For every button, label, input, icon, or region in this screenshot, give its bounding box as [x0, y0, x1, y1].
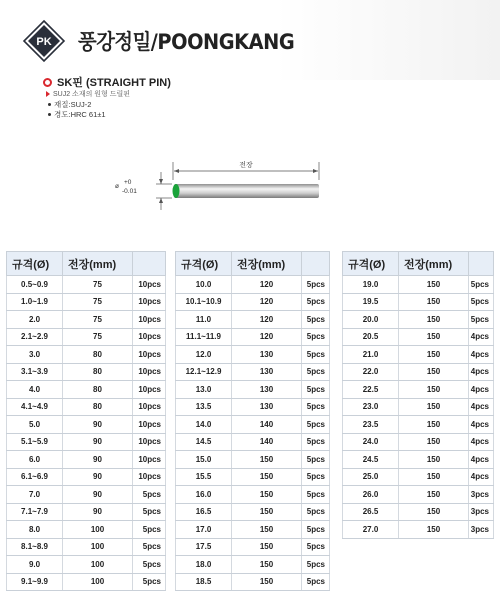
cell-length: 150	[399, 328, 469, 346]
table-row	[176, 416, 330, 434]
cell-spec: 13.5	[176, 398, 232, 416]
cell-length: 150	[232, 503, 302, 521]
cell-length: 150	[399, 381, 469, 399]
cell-qty: 4pcs	[469, 346, 494, 364]
table-row	[343, 311, 494, 329]
cell-qty: 4pcs	[469, 451, 494, 469]
cell-spec: 18.0	[176, 556, 232, 574]
cell-length: 150	[399, 503, 469, 521]
cell-qty: 5pcs	[302, 346, 330, 364]
cell-length: 150	[399, 363, 469, 381]
table-row	[343, 486, 494, 504]
table-row	[176, 398, 330, 416]
table-row	[7, 468, 166, 486]
cell-qty: 4pcs	[469, 416, 494, 434]
table-row	[7, 573, 166, 591]
header-qty	[133, 252, 166, 276]
cell-qty: 5pcs	[302, 521, 330, 539]
cell-spec: 16.5	[176, 503, 232, 521]
cell-qty: 5pcs	[302, 276, 330, 294]
cell-qty: 3pcs	[469, 503, 494, 521]
cell-qty: 5pcs	[469, 311, 494, 329]
cell-spec: 25.0	[343, 468, 399, 486]
table-row	[343, 346, 494, 364]
table-row	[7, 381, 166, 399]
cell-length: 150	[399, 293, 469, 311]
cell-length: 150	[399, 398, 469, 416]
spec-material-text: 재질:SUJ-2	[54, 100, 92, 109]
cell-spec: 4.0	[7, 381, 63, 399]
cell-length: 150	[232, 556, 302, 574]
cell-qty: 10pcs	[133, 363, 166, 381]
cell-qty: 4pcs	[469, 381, 494, 399]
cell-qty: 10pcs	[133, 328, 166, 346]
spec-table-1	[6, 251, 166, 591]
cell-spec: 8.0	[7, 521, 63, 539]
cell-qty: 5pcs	[302, 433, 330, 451]
cell-spec: 3.0	[7, 346, 63, 364]
cell-length: 150	[399, 433, 469, 451]
cell-length: 150	[399, 416, 469, 434]
table-row	[176, 328, 330, 346]
product-description-text: SUJ2 소재의 원형 드릴핀	[53, 91, 131, 98]
cell-spec: 8.1~8.9	[7, 538, 63, 556]
cell-length: 90	[63, 486, 133, 504]
cell-spec: 2.1~2.9	[7, 328, 63, 346]
cell-qty: 5pcs	[302, 503, 330, 521]
table-row	[343, 363, 494, 381]
cell-spec: 7.0	[7, 486, 63, 504]
table-row	[343, 503, 494, 521]
table-row	[343, 433, 494, 451]
table-header-row	[343, 252, 494, 276]
tolerance-minus: -0.01	[122, 188, 137, 195]
cell-length: 130	[232, 346, 302, 364]
table-row	[176, 556, 330, 574]
cell-spec: 9.0	[7, 556, 63, 574]
cell-qty: 5pcs	[133, 521, 166, 539]
pin-body	[174, 184, 319, 198]
cell-length: 90	[63, 503, 133, 521]
spec-hardness-text: 경도:HRC 61±1	[54, 110, 106, 119]
cell-spec: 15.0	[176, 451, 232, 469]
cell-spec: 23.0	[343, 398, 399, 416]
cell-length: 140	[232, 416, 302, 434]
table-row	[343, 521, 494, 539]
cell-spec: 23.5	[343, 416, 399, 434]
header-length: 전장(mm)	[232, 252, 302, 276]
table-row	[7, 521, 166, 539]
table-row	[7, 538, 166, 556]
cell-length: 90	[63, 433, 133, 451]
cell-length: 90	[63, 451, 133, 469]
cell-length: 120	[232, 276, 302, 294]
cell-length: 100	[63, 573, 133, 591]
cell-spec: 11.1~11.9	[176, 328, 232, 346]
cell-spec: 17.0	[176, 521, 232, 539]
cell-qty: 5pcs	[302, 416, 330, 434]
header-qty	[469, 252, 494, 276]
cell-qty: 10pcs	[133, 451, 166, 469]
table-header-row	[7, 252, 166, 276]
table-header-row	[176, 252, 330, 276]
cell-qty: 5pcs	[302, 311, 330, 329]
cell-spec: 7.1~7.9	[7, 503, 63, 521]
cell-qty: 5pcs	[302, 293, 330, 311]
cell-length: 75	[63, 311, 133, 329]
table-row	[176, 468, 330, 486]
diameter-symbol: ø	[115, 183, 119, 190]
cell-length: 100	[63, 538, 133, 556]
table-row	[7, 486, 166, 504]
cell-qty: 10pcs	[133, 468, 166, 486]
table-row	[7, 363, 166, 381]
table-row	[7, 416, 166, 434]
cell-spec: 16.0	[176, 486, 232, 504]
cell-length: 90	[63, 468, 133, 486]
cell-spec: 5.1~5.9	[7, 433, 63, 451]
cell-qty: 5pcs	[133, 503, 166, 521]
dot-bullet-icon	[48, 103, 51, 106]
table-row	[176, 486, 330, 504]
table-row	[343, 293, 494, 311]
cell-spec: 6.0	[7, 451, 63, 469]
cell-length: 90	[63, 416, 133, 434]
cell-spec: 14.0	[176, 416, 232, 434]
header-spec: 규격(Ø)	[343, 252, 399, 276]
table-row	[343, 416, 494, 434]
cell-qty: 5pcs	[469, 276, 494, 294]
table-row	[176, 538, 330, 556]
product-title	[43, 74, 171, 90]
ring-bullet-icon	[43, 78, 52, 87]
cell-spec: 26.0	[343, 486, 399, 504]
dot-bullet-icon	[48, 113, 51, 116]
cell-length: 150	[232, 451, 302, 469]
spec-table-3	[342, 251, 494, 539]
cell-qty: 5pcs	[302, 451, 330, 469]
cell-qty: 4pcs	[469, 363, 494, 381]
cell-spec: 20.5	[343, 328, 399, 346]
table-row	[7, 556, 166, 574]
cell-length: 120	[232, 311, 302, 329]
cell-qty: 10pcs	[133, 381, 166, 399]
cell-length: 150	[399, 311, 469, 329]
cell-spec: 6.1~6.9	[7, 468, 63, 486]
product-title-text: SK핀 (STRAIGHT PIN)	[57, 77, 171, 89]
cell-spec: 22.0	[343, 363, 399, 381]
cell-length: 100	[63, 556, 133, 574]
arrow-left-icon	[174, 169, 179, 173]
cell-qty: 10pcs	[133, 416, 166, 434]
cell-spec: 19.0	[343, 276, 399, 294]
table-row	[176, 293, 330, 311]
table-row	[343, 328, 494, 346]
length-label: 전장	[239, 162, 253, 169]
cell-length: 150	[399, 521, 469, 539]
cell-length: 150	[232, 521, 302, 539]
cell-length: 150	[399, 276, 469, 294]
pin-diagram	[110, 150, 340, 220]
logo-text: PK	[36, 36, 52, 48]
cell-spec: 5.0	[7, 416, 63, 434]
brand-name: 풍강정밀/POONGKANG	[78, 30, 295, 54]
cell-spec: 12.1~12.9	[176, 363, 232, 381]
table-row	[7, 433, 166, 451]
cell-spec: 3.1~3.9	[7, 363, 63, 381]
tolerance-plus: +0	[124, 179, 132, 186]
cell-spec: 26.5	[343, 503, 399, 521]
table-row	[343, 451, 494, 469]
cell-length: 150	[232, 573, 302, 591]
cell-spec: 14.5	[176, 433, 232, 451]
cell-qty: 5pcs	[302, 328, 330, 346]
cell-qty: 5pcs	[469, 293, 494, 311]
cell-qty: 10pcs	[133, 433, 166, 451]
table-row	[343, 381, 494, 399]
table-row	[7, 398, 166, 416]
cell-spec: 10.1~10.9	[176, 293, 232, 311]
spec-hardness	[48, 109, 106, 120]
spec-table-2	[175, 251, 330, 591]
table-row	[7, 311, 166, 329]
table-row	[176, 346, 330, 364]
table-row	[176, 381, 330, 399]
cell-length: 150	[399, 451, 469, 469]
cell-spec: 2.0	[7, 311, 63, 329]
cell-qty: 5pcs	[302, 556, 330, 574]
arrow-down-icon	[159, 179, 163, 184]
cell-qty: 5pcs	[133, 538, 166, 556]
cell-length: 150	[399, 486, 469, 504]
cell-spec: 19.5	[343, 293, 399, 311]
cell-qty: 4pcs	[469, 433, 494, 451]
table-row	[176, 503, 330, 521]
page-header	[0, 0, 500, 80]
cell-length: 150	[232, 486, 302, 504]
cell-spec: 20.0	[343, 311, 399, 329]
cell-spec: 13.0	[176, 381, 232, 399]
cell-qty: 4pcs	[469, 328, 494, 346]
table-row	[7, 328, 166, 346]
cell-qty: 5pcs	[133, 573, 166, 591]
header-qty	[302, 252, 330, 276]
cell-qty: 3pcs	[469, 486, 494, 504]
cell-spec: 22.5	[343, 381, 399, 399]
header-length: 전장(mm)	[63, 252, 133, 276]
table-row	[7, 276, 166, 294]
logo-icon	[23, 20, 65, 62]
table-row	[7, 503, 166, 521]
cell-spec: 15.5	[176, 468, 232, 486]
table-row	[176, 521, 330, 539]
cell-length: 130	[232, 381, 302, 399]
table-row	[7, 346, 166, 364]
cell-qty: 10pcs	[133, 346, 166, 364]
cell-qty: 4pcs	[469, 398, 494, 416]
header-length: 전장(mm)	[399, 252, 469, 276]
cell-qty: 10pcs	[133, 293, 166, 311]
cell-length: 150	[232, 538, 302, 556]
table-row	[176, 311, 330, 329]
cell-length: 80	[63, 363, 133, 381]
cell-length: 120	[232, 293, 302, 311]
cell-spec: 24.5	[343, 451, 399, 469]
cell-qty: 5pcs	[302, 363, 330, 381]
header-spec: 규격(Ø)	[7, 252, 63, 276]
cell-spec: 18.5	[176, 573, 232, 591]
cell-spec: 11.0	[176, 311, 232, 329]
arrow-up-icon	[159, 198, 163, 203]
pin-tip	[173, 184, 180, 198]
cell-length: 140	[232, 433, 302, 451]
cell-spec: 9.1~9.9	[7, 573, 63, 591]
table-row	[176, 276, 330, 294]
cell-qty: 4pcs	[469, 468, 494, 486]
table-row	[176, 573, 330, 591]
cell-length: 150	[399, 468, 469, 486]
table-row	[7, 293, 166, 311]
cell-qty: 10pcs	[133, 398, 166, 416]
table-row	[343, 468, 494, 486]
cell-qty: 5pcs	[302, 538, 330, 556]
cell-qty: 10pcs	[133, 276, 166, 294]
cell-length: 100	[63, 521, 133, 539]
cell-length: 150	[232, 468, 302, 486]
cell-length: 80	[63, 398, 133, 416]
cell-qty: 5pcs	[302, 468, 330, 486]
cell-length: 75	[63, 276, 133, 294]
cell-spec: 27.0	[343, 521, 399, 539]
cell-qty: 5pcs	[302, 381, 330, 399]
cell-spec: 17.5	[176, 538, 232, 556]
cell-length: 75	[63, 328, 133, 346]
cell-length: 130	[232, 398, 302, 416]
product-description	[46, 89, 130, 99]
table-row	[176, 451, 330, 469]
cell-qty: 5pcs	[302, 398, 330, 416]
cell-qty: 5pcs	[133, 486, 166, 504]
cell-spec: 0.5~0.9	[7, 276, 63, 294]
arrow-right-icon	[313, 169, 318, 173]
triangle-bullet-icon	[46, 91, 50, 97]
table-row	[343, 398, 494, 416]
cell-qty: 5pcs	[133, 556, 166, 574]
table-row	[176, 363, 330, 381]
cell-spec: 12.0	[176, 346, 232, 364]
cell-length: 80	[63, 346, 133, 364]
table-row	[343, 276, 494, 294]
cell-qty: 5pcs	[302, 573, 330, 591]
cell-length: 120	[232, 328, 302, 346]
cell-spec: 1.0~1.9	[7, 293, 63, 311]
cell-qty: 5pcs	[302, 486, 330, 504]
cell-length: 75	[63, 293, 133, 311]
cell-spec: 24.0	[343, 433, 399, 451]
table-row	[7, 451, 166, 469]
cell-spec: 21.0	[343, 346, 399, 364]
cell-length: 130	[232, 363, 302, 381]
cell-length: 80	[63, 381, 133, 399]
cell-spec: 10.0	[176, 276, 232, 294]
table-row	[176, 433, 330, 451]
cell-qty: 10pcs	[133, 311, 166, 329]
cell-qty: 3pcs	[469, 521, 494, 539]
cell-length: 150	[399, 346, 469, 364]
header-spec: 규격(Ø)	[176, 252, 232, 276]
cell-spec: 4.1~4.9	[7, 398, 63, 416]
